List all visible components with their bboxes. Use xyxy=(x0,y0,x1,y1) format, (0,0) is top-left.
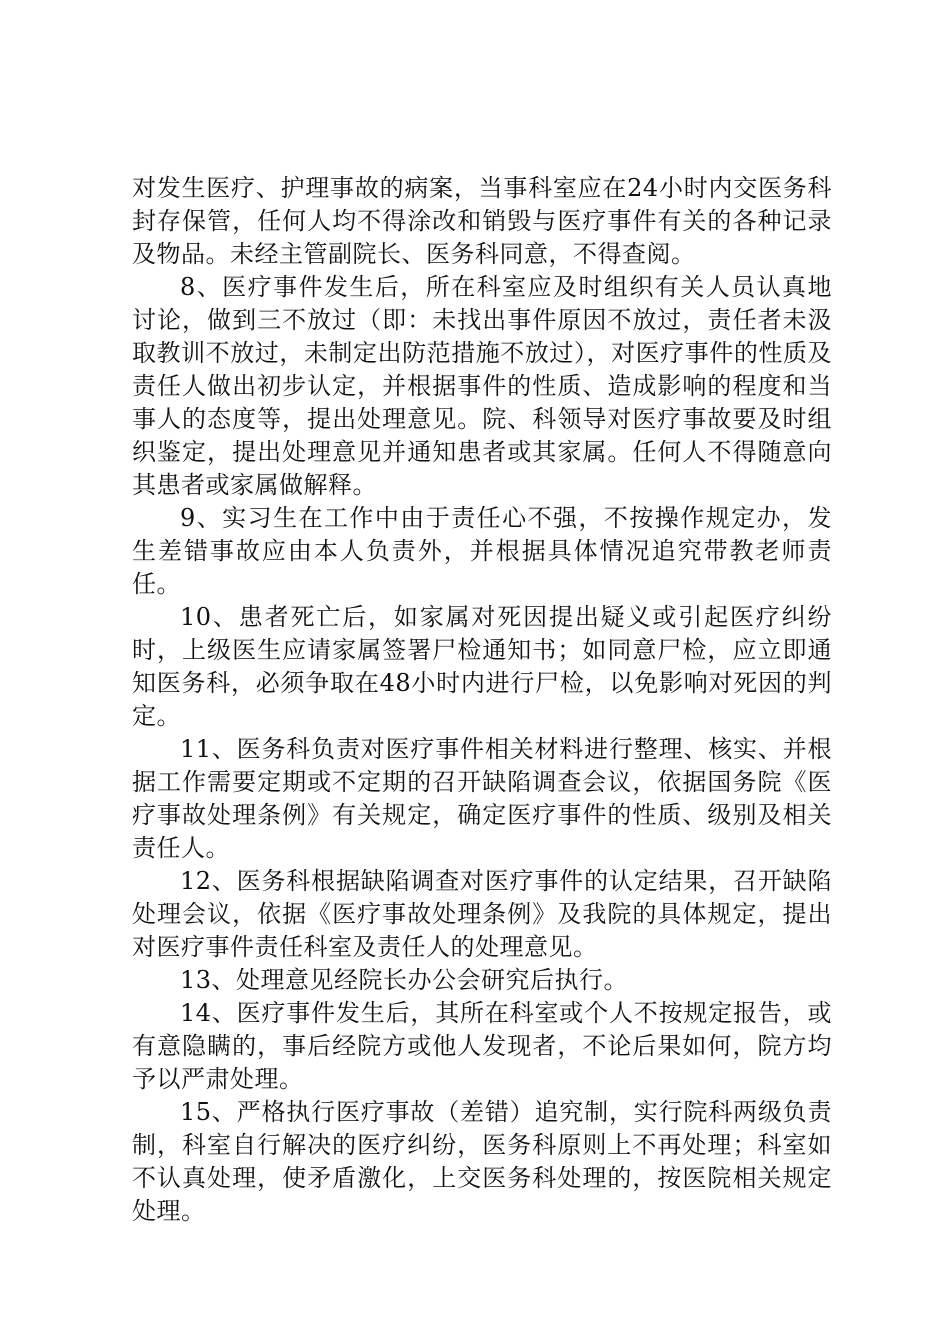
paragraph-item-10: 10、患者死亡后，如家属对死因提出疑义或引起医疗纠纷时，上级医生应请家属签署尸检通知书；如同意尸检，应立即通知医务科，必须争取在48小时内进行尸检，以免影响对死因的判定。 xyxy=(132,603,832,730)
document-body xyxy=(132,172,832,1228)
paragraph-item-12: 12、医务科根据缺陷调查对医疗事件的认定结果，召开缺陷处理会议，依据《医疗事故处理条例》及我院的具体规定，提出对医疗事件责任科室及责任人的处理意见。 xyxy=(132,867,832,961)
paragraph-item-15: 15、严格执行医疗事故（差错）追究制，实行院科两级负责制，科室自行解决的医疗纠纷，医务科原则上不再处理；科室如不认真处理，使矛盾激化，上交医务科处理的，按医院相关规定处理。 xyxy=(132,1098,832,1225)
paragraph-item-9: 9、实习生在工作中由于责任心不强，不按操作规定办，发生差错事故应由本人负责外，并根据具体情况追究带教老师责任。 xyxy=(132,504,832,598)
paragraph-item-14: 14、医疗事件发生后，其所在科室或个人不按规定报告，或有意隐瞒的，事后经院方或他人发现者，不论后果如何，院方均予以严肃处理。 xyxy=(132,999,832,1093)
paragraph-item-13: 13、处理意见经院长办公会研究后执行。 xyxy=(180,966,629,994)
paragraph-continuation: 对发生医疗、护理事故的病案，当事科室应在24小时内交医务科封存保管，任何人均不得涂改和销毁与医疗事件有关的各种记录及物品。未经主管副院长、医务科同意，不得查阅。 xyxy=(132,174,832,268)
paragraph-item-11: 11、医务科负责对医疗事件相关材料进行整理、核实、并根据工作需要定期或不定期的召开缺陷调查会议，依据国务院《医疗事故处理条例》有关规定，确定医疗事件的性质、级别及相关责任人。 xyxy=(132,735,832,862)
paragraph-item-8: 8、医疗事件发生后，所在科室应及时组织有关人员认真地讨论，做到三不放过（即：未找出事件原因不放过，责任者未汲取教训不放过，未制定出防范措施不放过），对医疗事件的性质及责任人做出初步认定，并根据事件的性质、造成影响的程度和当事人的态度等，提出处理意见。院、科领导对医疗事故要及时组织鉴定，提出处理意见并通知患者或其家属。任何人不得随意向其患者或家属做解释。 xyxy=(132,273,832,499)
